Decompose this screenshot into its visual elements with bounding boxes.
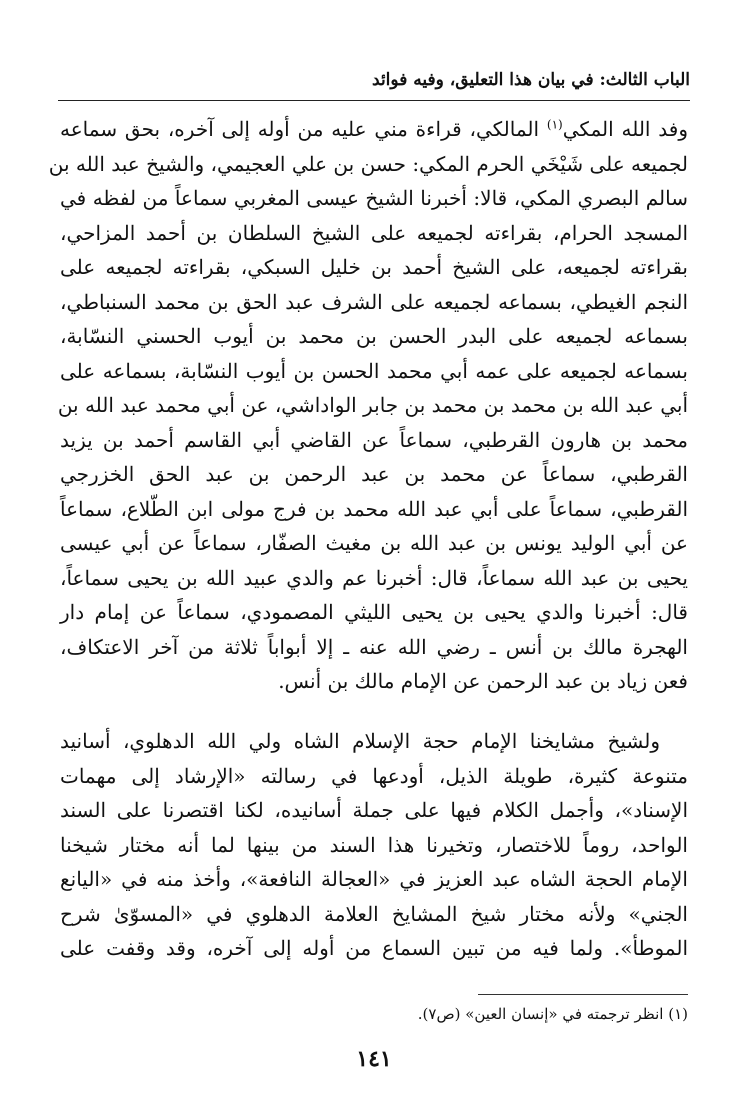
text-line: بسماعه لجميعه على عمه أبي محمد الحسن بن أيوب النسّابة، بسماعه على xyxy=(60,358,688,383)
text-line: الإمام الحجة الشاه عبد العزيز في «العجالة النافعة»، وأخذ منه في «اليانع xyxy=(60,867,688,891)
text-line: القرطبي، سماعاً عن محمد بن عبد الرحمن بن عبد الحق الخزرجي xyxy=(60,462,688,486)
footnote-number: (١) xyxy=(668,1005,688,1023)
chapter-title: الباب الثالث: في بيان هذا التعليق، وفيه فوائد xyxy=(372,70,690,90)
text-segment: وفد الله المكي xyxy=(562,117,689,141)
text-line: الواحد، روماً للاختصار، وتخيرنا هذا السند من بينها لما أنه مختار شيخنا xyxy=(60,832,688,857)
footnote-text: انظر ترجمته في «إنسان العين» (ص٧). xyxy=(417,1005,664,1023)
text-line: المسجد الحرام، بقراءته لجميعه على الشيخ السلطان بن أحمد المزاحي، xyxy=(60,220,688,245)
text-segment: المالكي، قراءة مني عليه من أوله إلى آخره، بحق سماعه xyxy=(60,117,540,141)
text-line: الجني» ولأنه مختار شيخ المشايخ العلامة الدهلوي في «المسوّىٰ شرح xyxy=(60,901,688,926)
text-line xyxy=(60,112,688,147)
text-line: فعن زياد بن عبد الرحمن عن الإمام مالك بن أنس. xyxy=(278,669,688,693)
text-line: القرطبي، سماعاً على أبي عبد الله محمد بن فرج مولى ابن الطّلاع، سماعاً xyxy=(60,496,688,521)
text-line: النجم الغيطي، بسماعه لجميعه على الشرف عبد الحق بن محمد السنباطي، xyxy=(60,289,688,314)
text-line: لجميعه على شَيْخَي الحرم المكي: حسن بن علي العجيمي، والشيخ عبد الله بن xyxy=(48,151,688,176)
text-line: متنوعة كثيرة، طويلة الذيل، أودعها في رسالته «الإرشاد إلى مهمات xyxy=(60,763,688,788)
text-line: سالم البصري المكي، قالا: أخبرنا الشيخ عيسى المغربي سماعاً من لفظه في xyxy=(60,186,688,210)
running-header xyxy=(58,68,690,101)
text-line: ولشيخ مشايخنا الإمام حجة الإسلام الشاه ولي الله الدهلوي، أسانيد xyxy=(60,729,660,753)
text-line: الإسناد»، وأجمل الكلام فيها على جملة أسانيده، لكنا اقتصرنا على السند xyxy=(60,798,688,822)
paragraph-1 xyxy=(48,112,689,699)
footnote xyxy=(60,1002,688,1026)
text-line: محمد بن هارون القرطبي، سماعاً عن القاضي أبي القاسم أحمد بن يزيد xyxy=(60,427,688,452)
text-line: الموطأ». ولما فيه من تبين السماع من أوله إلى آخره، وقد وقفت على xyxy=(60,936,688,960)
text-line: أبي عبد الله بن محمد بن محمد بن جابر الواداشي، عن أبي محمد عبد الله بن xyxy=(57,393,688,417)
page-number: ١٤١ xyxy=(356,1046,392,1072)
text-line: يحيى بن عبد الله سماعاً، قال: أخبرنا عم والدي عبيد الله بن يحيى سماعاً، xyxy=(60,565,688,590)
text-line: قال: أخبرنا والدي يحيى بن يحيى الليثي المصمودي، سماعاً عن إمام دار xyxy=(60,600,688,624)
text-line: بقراءته لجميعه، على الشيخ أحمد بن خليل السبكي، بقراءته لجميعه على xyxy=(60,255,688,279)
footnote-marker[interactable]: (١) xyxy=(546,117,563,132)
footnote-divider xyxy=(478,994,688,995)
text-line: عن أبي الوليد يونس بن عبد الله بن مغيث الصفّار، سماعاً عن أبي عيسى xyxy=(60,531,688,555)
text-line: الهجرة مالك بن أنس ـ رضي الله عنه ـ إلا أبواباً ثلاثة من آخر الاعتكاف، xyxy=(60,634,688,659)
paragraph-2 xyxy=(60,724,688,966)
text-line: بسماعه لجميعه على البدر الحسن بن محمد بن أيوب الحسني النسّابة، xyxy=(60,324,688,348)
